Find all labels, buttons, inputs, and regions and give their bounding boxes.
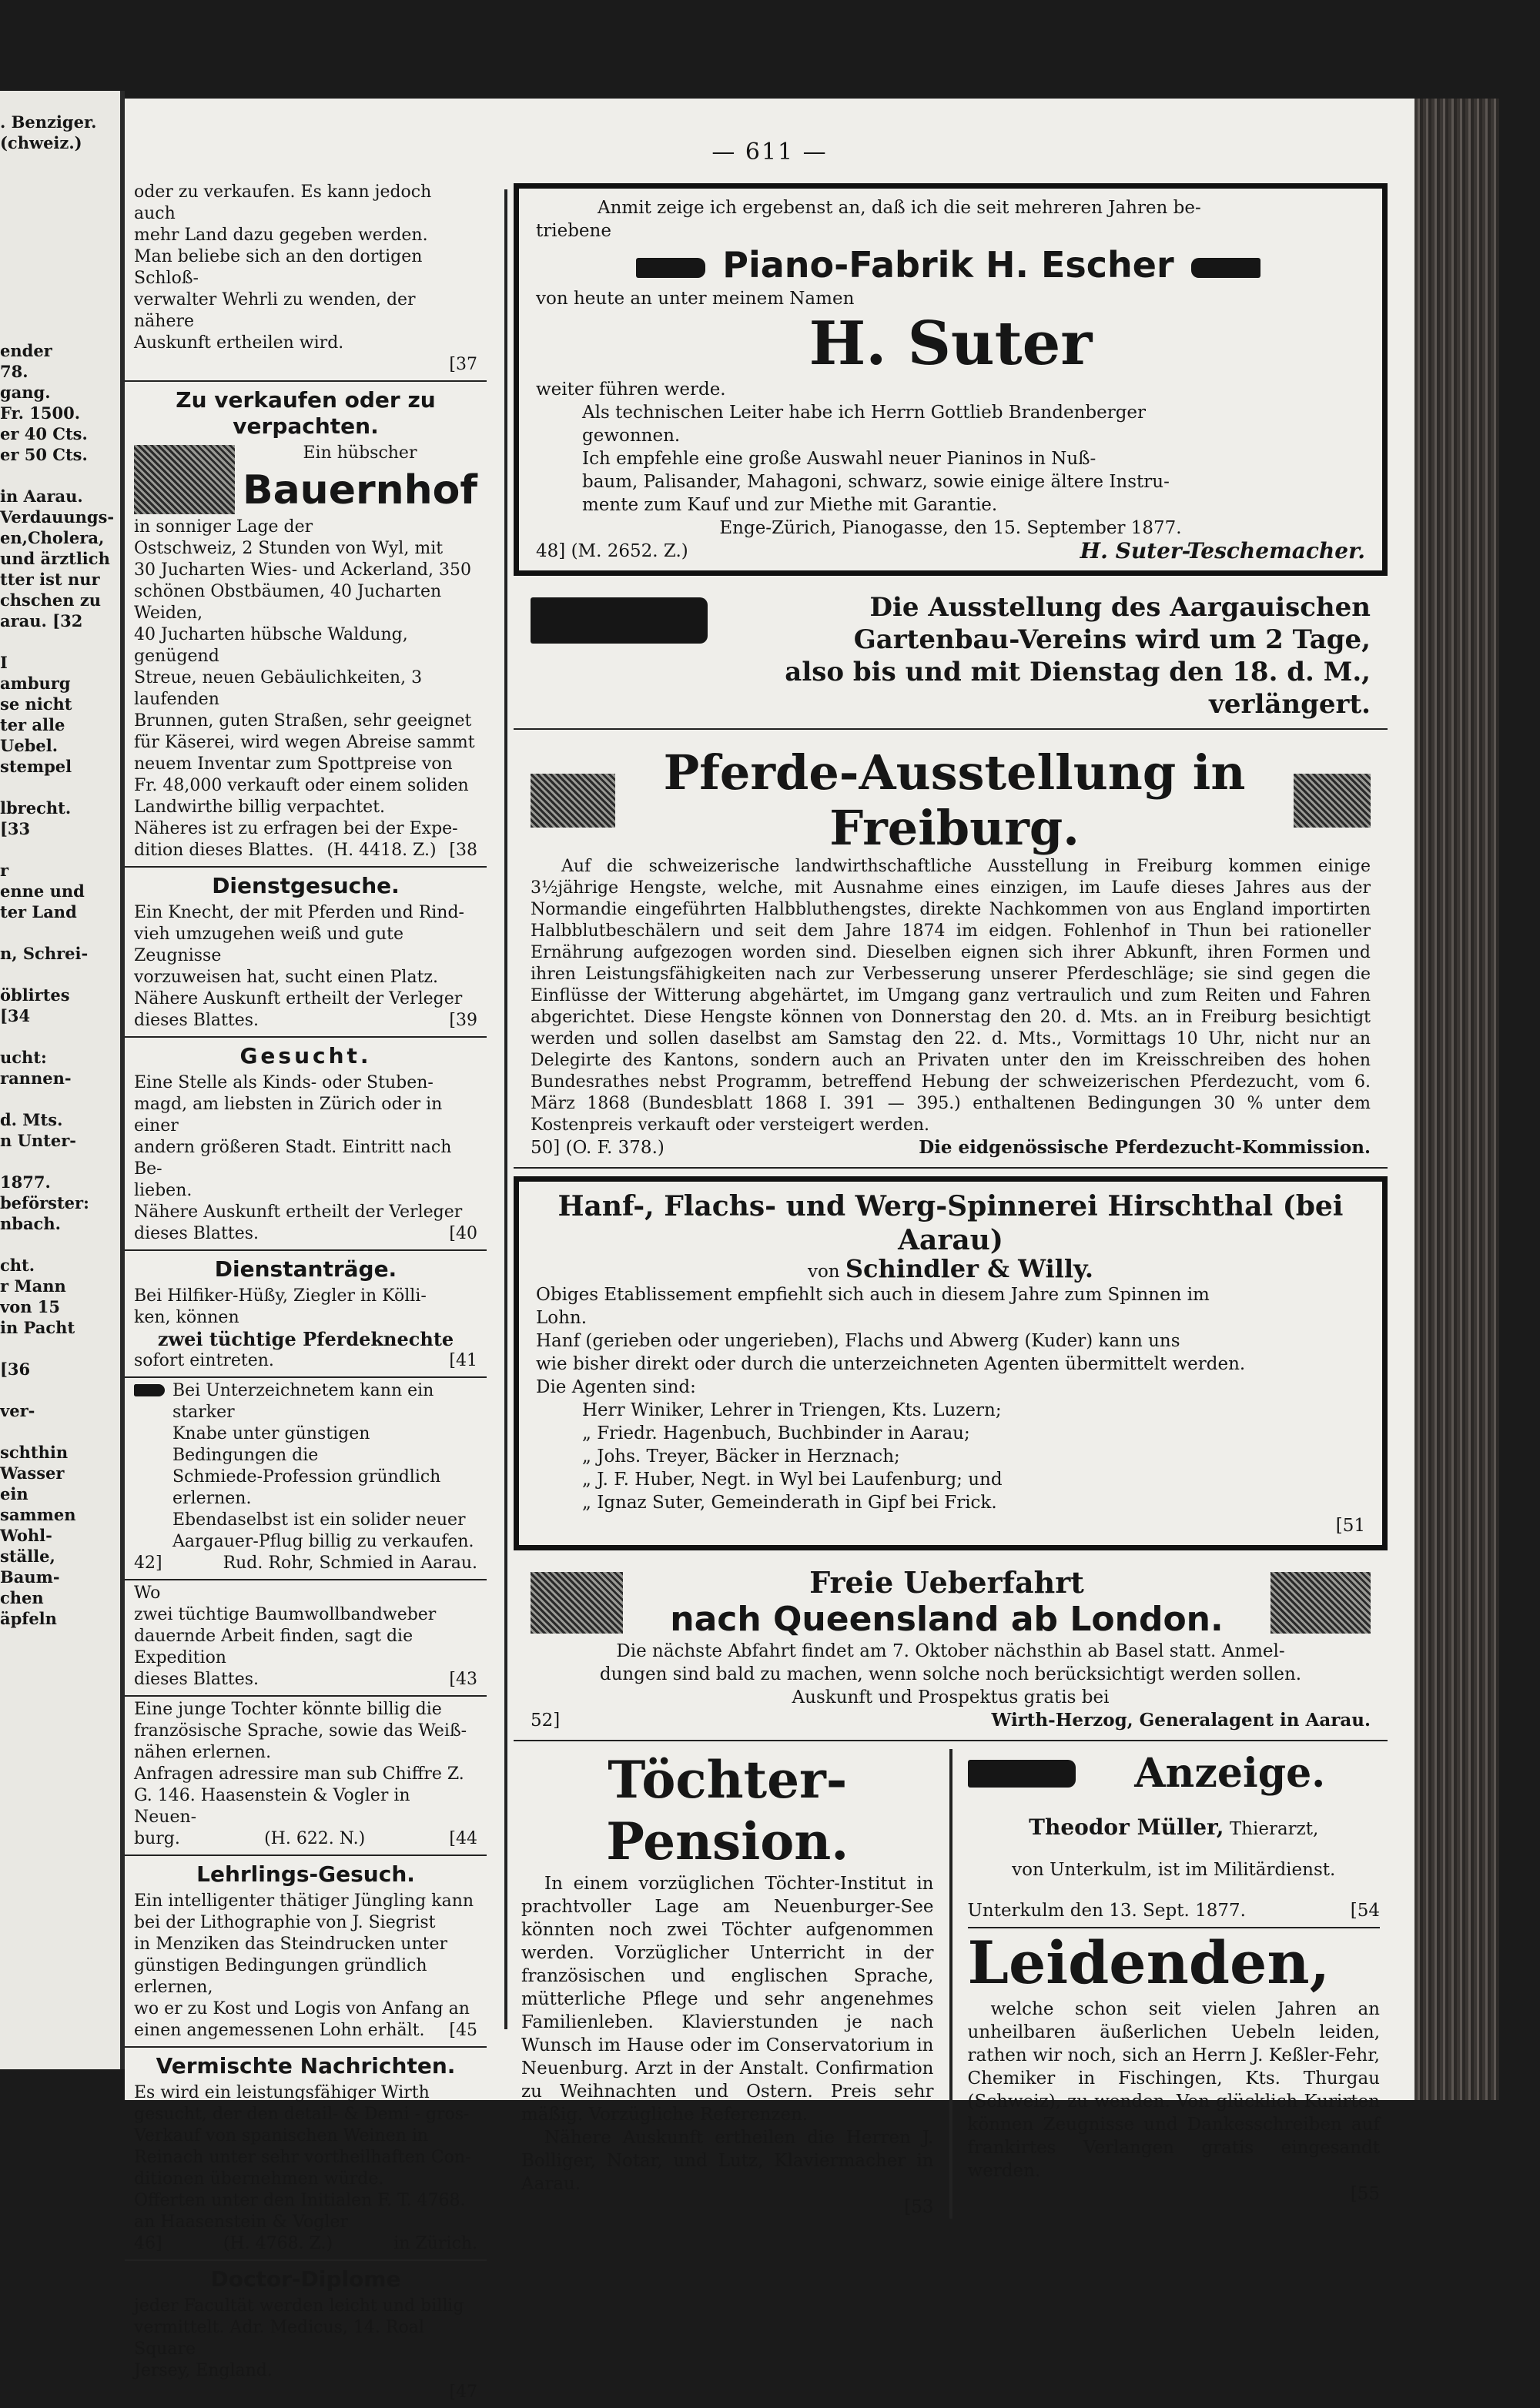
ad-38-heading: Zu verkaufen oder zu verpachten. — [176, 387, 436, 439]
ad-47-text-line: vermittelt. Adr. Medicus, 14. Roal Square — [134, 2318, 424, 2359]
ad-43-last: dieses Blattes. — [134, 1670, 259, 1689]
ad-46-text-line: ditionen übernehmen würde. — [134, 2169, 384, 2189]
ad-54-line2: von Unterkulm, ist im Militärdienst. — [1012, 1860, 1336, 1880]
ad-40-text-line: lieben. — [134, 1181, 192, 1200]
ad-55-ref: [55 — [1350, 2184, 1380, 2204]
ad-46-text-line: Reinach unter sehr vortheilhaften Con- — [134, 2148, 471, 2167]
ad-52-signature: Wirth-Herzog, Generalagent in Aarau. — [991, 1710, 1371, 1731]
ad-51-text-line: Lohn. — [536, 1308, 588, 1328]
column-divider — [949, 1749, 952, 2219]
left-fragment-line: Fr. 1500. — [0, 403, 81, 423]
ad-53-text: In einem vorzüglichen Töchter-Institut in prachtvoller Lage am Neuenburger-See könnten noch zwei Töchter aufgenommen werden. Vorzüglicher Unterricht in der französischen und englischen Sprache, mütterliche Pflege und sehr angenehmes Familienleben. Klavierstunden je nach Wunsch im Hause oder im Conservatorium in Neuenburg. Arzt in der Anstalt. Confirmation zu Weihnachten und Ostern. Preis sehr mäßig. Vorzügliche Referenzen. — [521, 1874, 934, 2125]
ad-38-text-line: Landwirthe billig verpachtet. — [134, 798, 386, 817]
ad-54-place: Unterkulm den 13. Sept. 1877. — [967, 1901, 1246, 1921]
locomotive-illustration — [531, 1572, 623, 1634]
left-fragment-line: I — [0, 653, 8, 672]
steamship-illustration — [1270, 1572, 1371, 1634]
ad-41-text-line: Bei Hilfiker-Hüßy, Ziegler in Kölli- — [134, 1286, 427, 1306]
ad-46-text-line: an Haasenstein & Vogler — [134, 2212, 348, 2232]
ad-43-text-line: dauernde Arbeit finden, sagt die Expedition — [134, 1627, 413, 1667]
left-fragment-line: ver- — [0, 1401, 35, 1420]
ad-53-title: Töchter-Pension. — [606, 1750, 849, 1871]
ad-45-last: einen angemessenen Lohn erhält. — [134, 2021, 425, 2040]
left-fragment-line — [0, 964, 120, 985]
ad-48-text-line: baum, Palisander, Mahagoni, schwarz, sowie einige ältere Instru- — [582, 472, 1170, 492]
ad-42-text-line: Schmiede-Profession gründlich erlernen. — [172, 1467, 441, 1508]
ad-43-bandweber — [125, 1580, 487, 1697]
ad-51-agents-line: „ Friedr. Hagenbuch, Buchbinder in Aarau; — [582, 1423, 970, 1443]
left-fragment-line: ucht: — [0, 1048, 47, 1067]
ad-42-text-line: Knabe unter günstigen Bedingungen die — [172, 1424, 370, 1465]
left-fragment-line: gang. — [0, 383, 51, 402]
ad-38-text-line: Fr. 48,000 verkauft oder einem soliden — [134, 776, 469, 795]
ad-39-text-line: vieh umzugehen weiß und gute Zeugnisse — [134, 925, 403, 965]
column-divider — [504, 189, 507, 2029]
left-fragment-line — [0, 174, 120, 195]
ad-51-spinnerei — [514, 1176, 1388, 1550]
ad-39-dienstgesuche — [125, 868, 487, 1038]
left-fragment-line: Uebel. — [0, 736, 59, 755]
left-fragment-line — [0, 1234, 120, 1255]
left-fragment-line: ter alle — [0, 715, 65, 734]
pointing-hand-icon — [968, 1760, 1076, 1788]
ad-40-heading: Gesucht. — [239, 1043, 372, 1069]
ad-39-text-line: Nähere Auskunft ertheilt der Verleger — [134, 989, 463, 1008]
left-fragment-line: (chweiz.) — [0, 133, 82, 152]
book-spine — [1414, 99, 1499, 2100]
left-fragment-line: d. Mts. — [0, 1110, 63, 1129]
left-fragment-line: se nicht — [0, 694, 72, 714]
ad-42-ref: 42] — [134, 1553, 162, 1573]
ad-38-last: dition dieses Blattes. — [134, 841, 314, 860]
ad-46-heading: Vermischte Nachrichten. — [156, 2053, 456, 2079]
ad-55-leidenden — [968, 1928, 1381, 2206]
ad-42-text-line: Aargauer-Pflug billig zu verkaufen. — [172, 1532, 474, 1551]
left-fragment-line: nbach. — [0, 1214, 61, 1233]
ad-45-text-line: bei der Lithographie von J. Siegrist — [134, 1913, 436, 1932]
horse-rider-illustration — [1294, 774, 1371, 828]
ad-38-title: Bauernhof — [242, 467, 477, 513]
pointing-hand-icon — [1191, 258, 1260, 278]
left-fragment-line: cht. — [0, 1256, 35, 1275]
ad-42-schmied — [125, 1378, 487, 1580]
ad-37-text — [134, 182, 477, 354]
ad-48-text-line: gewonnen. — [582, 426, 681, 446]
ad-44-text-line: Eine junge Tochter könnte billig die — [134, 1700, 442, 1719]
ad-37-ref: [37 — [449, 355, 477, 374]
left-fragment-line — [0, 465, 120, 486]
ad-aargau-text — [712, 591, 1371, 721]
left-fragment-line: von 15 — [0, 1297, 61, 1316]
ad-48-place: Enge-Zürich, Pianogasse, den 15. September 1877. — [719, 518, 1182, 538]
ad-40-text — [134, 1072, 477, 1223]
ad-42-text-line: Ebendaselbst ist ein solider neuer — [172, 1510, 466, 1530]
ad-44-text-line: französische Sprache, sowie das Weiß- — [134, 1721, 467, 1741]
left-fragment-line: en,Cholera, — [0, 528, 105, 547]
ad-48-old-name: Piano-Fabrik H. Escher — [722, 244, 1174, 286]
left-fragment-line — [0, 1421, 120, 1442]
ad-45-ref: [45 — [449, 2021, 477, 2040]
ad-43-ref: [43 — [449, 1670, 477, 1689]
left-fragment-line: r Mann — [0, 1276, 66, 1296]
ad-51-text-line: Hanf (gerieben oder ungerieben), Flachs und Abwerg (Kuder) kann uns — [536, 1331, 1180, 1351]
left-fragment-line: in Aarau. — [0, 487, 83, 506]
ad-44-last: burg. — [134, 1829, 180, 1848]
ad-51-text-line: Die Agenten sind: — [536, 1377, 696, 1397]
left-fragment-line: [36 — [0, 1360, 31, 1379]
ad-40-text-line: andern größeren Stadt. Eintritt nach Be- — [134, 1138, 452, 1179]
left-fragment-line — [0, 1089, 120, 1109]
ad-40-text-line: Eine Stelle als Kinds- oder Stuben- — [134, 1073, 434, 1092]
left-fragment-line: äpfeln — [0, 1609, 57, 1628]
ad-38-text — [134, 517, 477, 840]
left-fragment-line: Verdauungs- — [0, 507, 115, 527]
ad-52-text-line: Auskunft und Prospektus gratis bei — [792, 1687, 1110, 1707]
ad-aargau-text-line: Gartenbau-Vereins wird um 2 Tage, — [853, 624, 1371, 655]
left-fragment-line: stempel — [0, 757, 72, 776]
ad-42-text — [134, 1380, 477, 1553]
pointing-hand-icon — [134, 1384, 165, 1396]
ad-47-heading: Doctor-Diplome — [210, 2266, 401, 2292]
ad-38-text-line: Streue, neuen Gebäulichkeiten, 3 laufenden — [134, 668, 423, 709]
ad-38-text-line: 40 Jucharten hübsche Waldung, genügend — [134, 625, 408, 666]
right-column — [514, 183, 1388, 2219]
horse-illustration — [531, 774, 615, 828]
left-fragment-line — [0, 236, 120, 257]
ad-54-role: Thierarzt, — [1229, 1819, 1319, 1839]
left-fragment-line: n, Schrei- — [0, 944, 89, 963]
left-fragment-line: ein — [0, 1484, 28, 1503]
ad-38-bauernhof — [125, 382, 487, 868]
ad-38-intro: Ein hübscher — [303, 443, 417, 463]
ad-46-text — [134, 2082, 477, 2233]
ad-47-text-line: Jersey, England. — [134, 2361, 273, 2380]
pointing-hand-icon — [636, 258, 705, 278]
ad-50-ref: 50] — [531, 1138, 561, 1158]
ad-50-code: (O. F. 378.) — [565, 1138, 665, 1158]
ad-46-text-line: Verkauf von spanischen Weinen in — [134, 2126, 429, 2145]
ad-52-title1: Freie Ueberfahrt — [809, 1565, 1084, 1600]
ad-52-text — [531, 1640, 1371, 1709]
left-fragment-line: er 40 Cts. — [0, 424, 88, 443]
ad-aargau-text-line: Die Ausstellung des Aargauischen — [869, 592, 1371, 623]
ad-51-title: Hanf-, Flachs- und Werg-Spinnerei Hirschthal (bei Aarau) — [557, 1190, 1344, 1256]
ad-38-text-line: Näheres ist zu erfragen bei der Expe- — [134, 819, 458, 838]
ad-39-last: dieses Blattes. — [134, 1011, 259, 1030]
left-fragment-line: lbrecht. — [0, 798, 72, 818]
newspaper-page — [125, 99, 1414, 2402]
ad-43-text-line: zwei tüchtige Baumwollbandweber — [134, 1605, 437, 1624]
ad-46-ref: 46] — [134, 2234, 162, 2253]
left-fragment-line — [0, 216, 120, 236]
ad-38-text-line: schönen Obstbäumen, 40 Jucharten Weiden, — [134, 582, 442, 623]
ad-51-text-line: wie bisher direkt oder durch die unterzeichneten Agenten übermittelt werden. — [536, 1354, 1246, 1374]
left-fragment-line: beförster: — [0, 1193, 89, 1212]
ad-44-ref: [44 — [449, 1829, 477, 1848]
ad-47-ref: [47 — [449, 2383, 477, 2402]
left-fragment-line: 1877. — [0, 1172, 51, 1192]
left-fragment-line — [0, 1338, 120, 1359]
left-fragment-line: n Unter- — [0, 1131, 77, 1150]
left-fragment-line: 78. — [0, 362, 28, 381]
ad-55-text: welche schon seit vielen Jahren an unheilbaren äußerlichen Uebeln leiden, rathen wir noch, sich an Herrn J. Keßler-Fehr, Chemiker in Fischingen, Kts. Thurgau (Schweiz), zu wenden. Von glücklich Kurirten können Zeugnisse und Dankesschreiben auf frankirtes Verlangen gratis eingesandt werden. — [967, 1999, 1380, 2181]
ad-40-ref: [40 — [449, 1224, 477, 1243]
left-fragment-line: ender — [0, 341, 52, 360]
ad-48-code: (M. 2652. Z.) — [571, 541, 688, 561]
ad-37-text-line: verwalter Wehrli zu wenden, der nähere — [134, 290, 416, 331]
ad-aargau-text-line: also bis und mit Dienstag den 18. d. M., verlängert. — [785, 657, 1371, 720]
ad-50-signature: Die eidgenössische Pferdezucht-Kommission. — [919, 1137, 1371, 1158]
ad-45-text-line: in Menziken das Steindrucken unter — [134, 1935, 447, 1954]
ad-46-text-line: Es wird ein leistungsfähiger Wirth — [134, 2083, 430, 2102]
left-fragment-line: ter Land — [0, 902, 77, 921]
ad-53-toechter-pension — [514, 1749, 942, 2219]
ad-48-mid: von heute an unter meinem Namen — [536, 289, 855, 309]
left-fragment-line: tter ist nur — [0, 570, 100, 589]
ad-51-ref: [51 — [1335, 1516, 1365, 1536]
left-fragment-line: [33 — [0, 819, 31, 838]
left-fragment-line — [0, 631, 120, 652]
left-fragment-line: Baum- — [0, 1567, 60, 1587]
ad-38-ref: [38 — [449, 841, 477, 860]
left-fragment-line — [0, 91, 120, 112]
ad-38-code: (H. 4418. Z.) — [326, 841, 437, 860]
left-fragment-line — [0, 1026, 120, 1047]
ad-41-dienstantraege — [125, 1251, 487, 1378]
ad-51-agents-line: Herr Winiker, Lehrer in Triengen, Kts. Luzern; — [582, 1400, 1002, 1420]
ad-45-text-line: wo er zu Kost und Logis von Anfang an — [134, 1999, 470, 2018]
ad-52-text-line: dungen sind bald zu machen, wenn solche noch berücksichtigt werden sollen. — [599, 1664, 1302, 1684]
ad-48-text-line: mente zum Kauf und zur Miethe mit Garantie. — [582, 495, 998, 515]
ad-48-after: weiter führen werde. — [536, 380, 726, 400]
ad-40-gesucht — [125, 1038, 487, 1251]
ad-38-text-line: Brunnen, guten Straßen, sehr geeignet — [134, 711, 472, 731]
ad-37-text-line: oder zu verkaufen. Es kann jedoch auch — [134, 182, 432, 223]
left-fragment-line: er 50 Cts. — [0, 445, 88, 464]
ad-44-text-line: G. 146. Haasenstein & Vogler in Neuen- — [134, 1786, 410, 1827]
page-number: — 611 — — [711, 139, 828, 166]
left-fragment-line — [0, 922, 120, 943]
ad-45-lehrling — [125, 1856, 487, 2048]
left-fragment-line: enne und — [0, 881, 85, 901]
ad-54-name: Theodor Müller, — [1029, 1814, 1224, 1840]
ad-51-text — [536, 1283, 1365, 1399]
ad-39-text-line: vorzuweisen hat, sucht einen Platz. — [134, 968, 438, 987]
left-fragment-line: öblirtes — [0, 985, 70, 1005]
left-fragment-line — [0, 319, 120, 340]
left-fragment-line: schthin — [0, 1443, 69, 1462]
ad-48-intro: Anmit zeige ich ergebenst an, daß ich die seit mehreren Jahren be- — [598, 198, 1201, 218]
ad-48-piano-fabrik — [514, 183, 1388, 576]
left-fragment-line: chschen zu — [0, 590, 102, 610]
ad-38-text-line: neuem Inventar zum Spottpreise von — [134, 754, 453, 774]
ad-50-text: Auf die schweizerische landwirthschaftliche Ausstellung in Freiburg kommen einige 3½jährige Hengste, welche, mit Ausnahme eines einzigen, im Laufe dieses Jahres aus der Normandie eingeführten Halbbluthengstes, direkte Nachkommen von aus England importirten Halbblutbeschälern und seit dem Jahre 1874 im eidgen. Fohlenhof in Thun bei rationeller Ernährung aufgezogen worden sind. Dieselben eignen sich ihrer Abkunft, ihren Formen und ihren Leistungsfähigkeiten nach zur Verbesserung unserer Pferdeschläge; sie sind gegen die Einflüsse der Witterung abgehärtet, im Umgang ganz vertraulich und zum Reiten und Fahren abgerichtet. Diese Hengste können von Donnerstag den 20. d. Mts. an in Freiburg besichtigt werden und sollen daselbst am Samstag den 22. d. Mts., Vormittags 10 Uhr, nicht nur an Delegirte des Kantons, sondern auch an Privaten unter den im Kreisschreiben des hohen Bundesrathes nebst Programm, betreffend Hebung der schweizerischen Pferdezucht, vom 6. März 1868 (Bundesblatt 1868 I. 391 — 395.) enthaltenen Bedingungen 30 % unter dem Kostenpreis verkauft oder versteigert werden. — [531, 857, 1371, 1135]
ad-48-ref: 48] — [536, 541, 566, 561]
left-fragment-line — [0, 299, 120, 319]
ad-50-pferde — [514, 737, 1388, 1169]
ad-48-text-line: Als technischen Leiter habe ich Herrn Gottlieb Brandenberger — [582, 403, 1147, 423]
ad-40-text-line: Nähere Auskunft ertheilt der Verleger — [134, 1202, 463, 1222]
ad-38-text-line: 30 Jucharten Wies- und Ackerland, 350 — [134, 560, 471, 580]
ad-44-code: (H. 622. N.) — [264, 1829, 366, 1848]
ad-37-text-line: mehr Land dazu gegeben werden. — [134, 226, 428, 245]
ad-55-title: Leidenden, — [967, 1928, 1331, 1997]
ad-48-text-line: Ich empfehle eine große Auswahl neuer Pianinos in Nuß- — [582, 449, 1096, 469]
left-fragment-line — [0, 257, 120, 278]
ad-41-bold: zwei tüchtige Pferdeknechte — [157, 1328, 454, 1350]
ad-51-agents-line: „ Ignaz Suter, Gemeinderath in Gipf bei Frick. — [582, 1493, 997, 1513]
ad-53-ref: [53 — [904, 2197, 934, 2217]
ad-46-city: in Zürich. — [393, 2234, 477, 2253]
ad-38-text-line: für Käserei, wird wegen Abreise sammt — [134, 733, 475, 752]
ad-44-text-line: nähen erlernen. — [134, 1743, 272, 1762]
ad-51-text-line: Obiges Etablissement empfiehlt sich auch in diesem Jahre zum Spinnen im — [536, 1285, 1210, 1305]
ad-37-text-line: Auskunft ertheilen wird. — [134, 333, 344, 353]
left-fragment-line: rannen- — [0, 1069, 72, 1088]
left-fragment-line — [0, 1151, 120, 1172]
ad-42-text-line: Bei Unterzeichnetem kann ein starker — [172, 1381, 434, 1422]
ad-39-text — [134, 902, 477, 1010]
ad-40-last: dieses Blattes. — [134, 1224, 259, 1243]
ad-39-ref: [39 — [449, 1011, 477, 1030]
left-fragment-line: Wohl- — [0, 1526, 52, 1545]
ad-47-text — [134, 2296, 477, 2382]
ad-48-signature: H. Suter-Teschemacher. — [1080, 538, 1365, 564]
ad-46-text-line: gesucht, der den detail- & Demi - gros- — [134, 2105, 470, 2124]
ad-44-tochter — [125, 1697, 487, 1856]
right-bottom-ads — [960, 1749, 1388, 2219]
ad-52-title2: nach Queensland ab London. — [670, 1600, 1224, 1639]
ad-54-title: Anzeige. — [1134, 1750, 1326, 1797]
ad-45-text-line: Ein intelligenter thätiger Jüngling kann — [134, 1891, 474, 1911]
ad-39-text-line: Ein Knecht, der mit Pferden und Rind- — [134, 903, 464, 922]
ad-41-text — [134, 1286, 477, 1329]
ad-48-new-name: H. Suter — [808, 309, 1093, 379]
ad-46-wirth — [125, 2048, 487, 2261]
left-fragment-line: und ärztlich — [0, 549, 110, 568]
left-fragment-line: r — [0, 861, 9, 880]
left-fragment-line: [34 — [0, 1006, 31, 1025]
ad-37-text-line: Man beliebe sich an den dortigen Schloß- — [134, 247, 423, 288]
left-fragment-line — [0, 1380, 120, 1400]
ad-52-text-line: Die nächste Abfahrt findet am 7. Oktober nächsthin ab Basel statt. Anmel- — [616, 1641, 1285, 1661]
ad-48-text — [536, 401, 1365, 517]
farm-wagon-illustration — [134, 445, 235, 514]
ad-43-text — [134, 1583, 477, 1669]
left-fragment-line — [0, 777, 120, 798]
left-fragment-line — [0, 839, 120, 860]
left-fragment-line: sammen — [0, 1505, 76, 1524]
ad-43-text-line: Wo — [134, 1584, 161, 1603]
ad-48-old-name-row — [536, 242, 1365, 287]
ad-52-queensland — [514, 1558, 1388, 1741]
ad-38-text-line: in sonniger Lage der — [134, 517, 313, 537]
ad-44-text — [134, 1699, 477, 1828]
left-column — [125, 179, 487, 2408]
ad-45-text-line: günstigen Bedingungen gründlich erlernen, — [134, 1956, 427, 1997]
ad-41-ref: [41 — [449, 1351, 477, 1370]
left-fragment-line: . Benziger. — [0, 112, 97, 132]
ad-39-heading: Dienstgesuche. — [212, 873, 400, 898]
ad-46-text-line: Offerten unter den Initialen F. T. 4768. — [134, 2191, 466, 2210]
left-fragment-line: ställe, — [0, 1547, 55, 1566]
ad-aargau-gartenbau — [514, 584, 1388, 730]
ad-54-anzeige — [968, 1749, 1381, 1928]
ad-53-more: Nähere Auskunft ertheilen die Herren J. Bolliger, Notar, und Lutz, Klaviermacher in Aarau. — [521, 2128, 934, 2194]
left-fragment-line — [0, 195, 120, 216]
ad-38-text-line: Ostschweiz, 2 Stunden von Wyl, mit — [134, 539, 444, 558]
ad-41-last: sofort eintreten. — [134, 1351, 274, 1370]
left-page-fragment — [0, 91, 125, 2069]
ad-54-ref: [54 — [1350, 1901, 1380, 1921]
ad-51-agents-line: „ J. F. Huber, Negt. in Wyl bei Laufenburg; und — [582, 1470, 1003, 1490]
ad-45-heading: Lehrlings-Gesuch. — [196, 1861, 415, 1887]
ad-41-text-line: ken, können — [134, 1308, 239, 1327]
ad-51-by: von — [807, 1262, 840, 1282]
left-fragment-line: chen — [0, 1588, 44, 1607]
left-fragment-line: Wasser — [0, 1463, 65, 1483]
left-fragment-line — [0, 278, 120, 299]
bottom-split — [514, 1749, 1388, 2219]
pointing-hand-icon — [531, 597, 708, 644]
ad-51-company: Schindler & Willy. — [845, 1254, 1094, 1283]
left-fragment-line: in Pacht — [0, 1318, 75, 1337]
ad-52-ref: 52] — [531, 1711, 561, 1731]
ad-37 — [125, 179, 487, 382]
ad-47-diplome — [125, 2261, 487, 2408]
ad-47-text-line: jeder Facultät werden leicht und billig — [134, 2296, 464, 2316]
ad-50-title: Pferde-Ausstellung in Freiburg. — [663, 744, 1246, 856]
ad-44-text-line: Anfragen adressire man sub Chiffre Z. — [134, 1764, 464, 1784]
ad-42-last: Rud. Rohr, Schmied in Aarau. — [223, 1553, 477, 1573]
left-fragment-line: amburg — [0, 674, 71, 693]
ad-46-code: (H. 4768. Z.) — [223, 2234, 333, 2253]
ad-45-text — [134, 1891, 477, 2020]
ad-40-text-line: magd, am liebsten in Zürich oder in einer — [134, 1095, 443, 1135]
left-fragment-line: arau. [32 — [0, 611, 83, 630]
ad-41-heading: Dienstanträge. — [214, 1256, 397, 1282]
ad-48-intro2: triebene — [536, 221, 611, 241]
ad-51-agents-line: „ Johs. Treyer, Bäcker in Herznach; — [582, 1446, 900, 1467]
ad-51-agents — [582, 1399, 1365, 1514]
left-fragment-line — [0, 153, 120, 174]
